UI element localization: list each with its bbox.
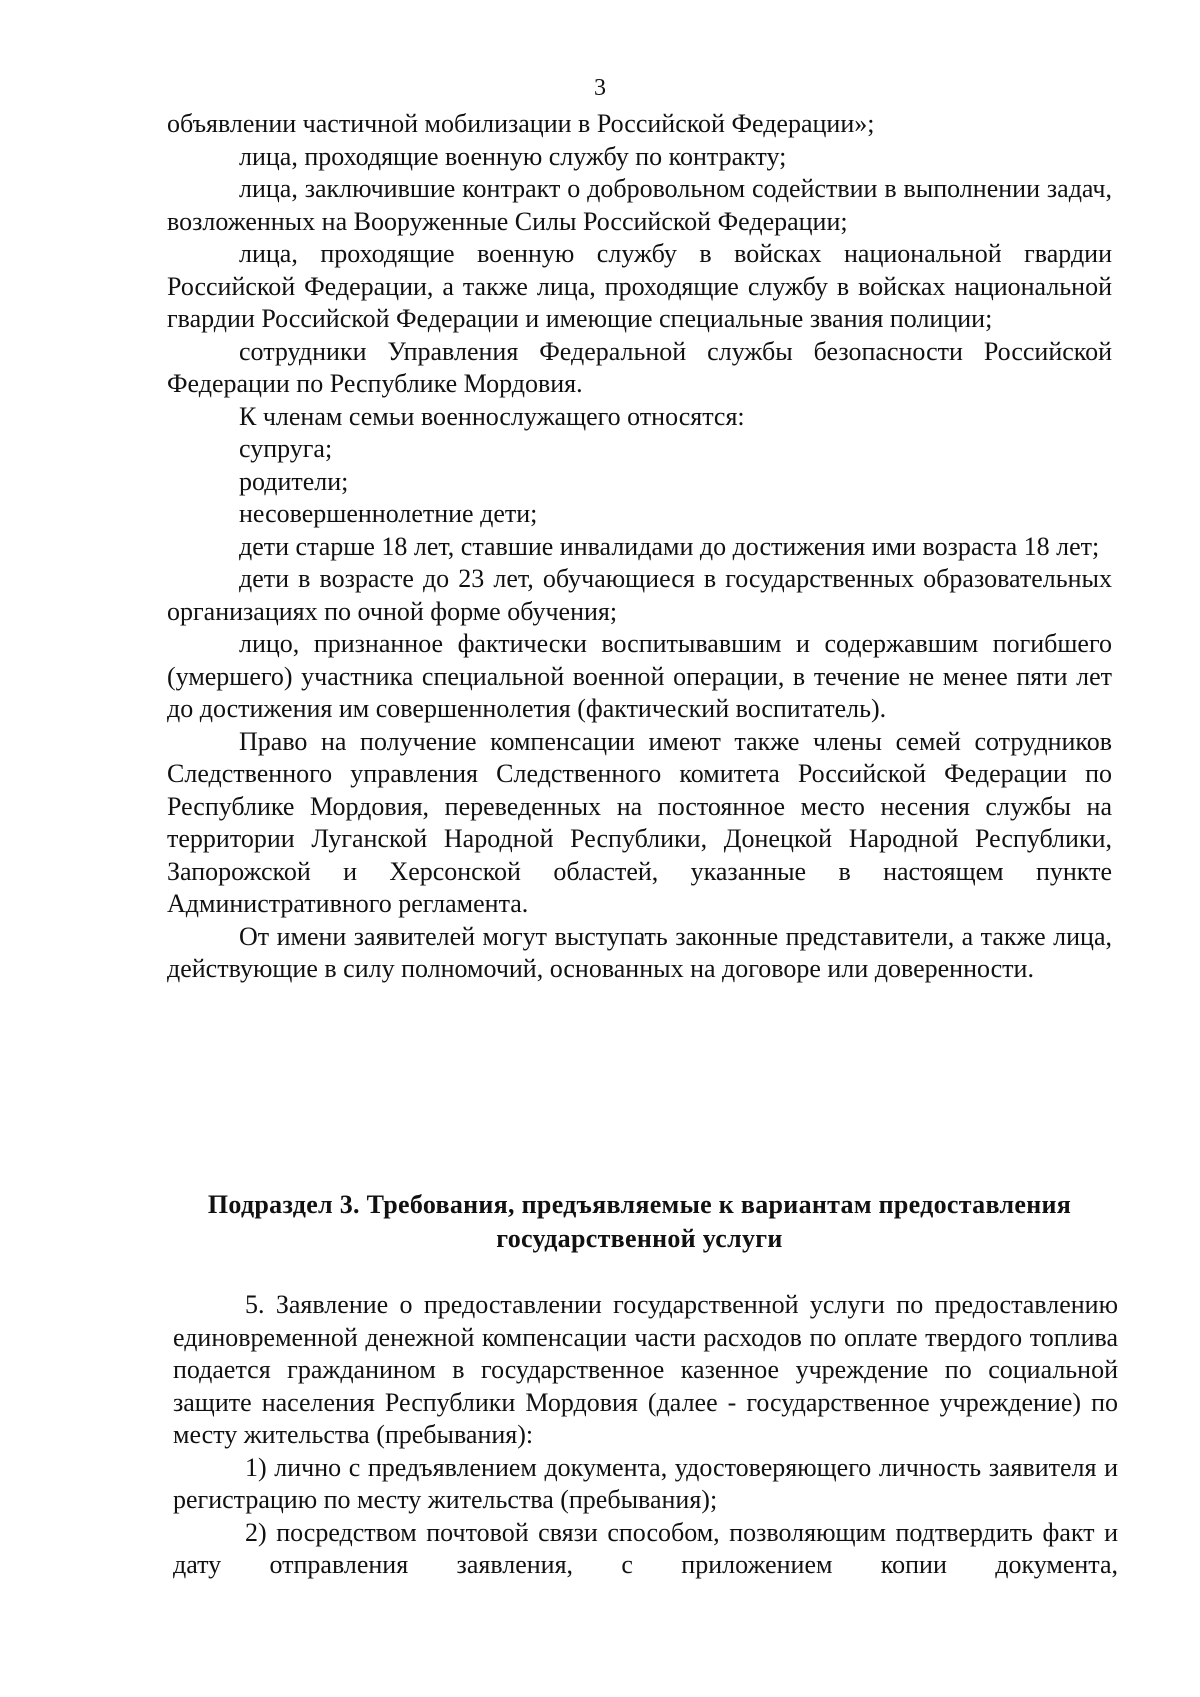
paragraph: Право на получение компенсации имеют также члены семей сотрудников Следственного управления Следственного комитета Российской Федерации по Республике Мордовия, переведенных на постоянное место несения службы на территории Луганской Народной Республики, Донецкой Народной Республики, Запорожской и Херсонской областей, указанные в настоящем пункте Административного регламента. [167, 726, 1112, 918]
paragraph: лица, проходящие военную службу в войсках национальной гвардии Российской Федерации, а также лица, проходящие службу в войсках национальной гвардии Российской Федерации и имеющие специальные звания полиции; [167, 239, 1112, 333]
subsection-heading [167, 1188, 1112, 1256]
paragraph: К членам семьи военнослужащего относятся: [239, 401, 745, 431]
list-item: родители; [239, 466, 349, 496]
list-item: дети старше 18 лет, ставшие инвалидами до достижения ими возраста 18 лет; [239, 531, 1100, 561]
paragraph: объявлении частичной мобилизации в Российской Федерации»; [167, 109, 875, 138]
subsection-heading-line-2: государственной услуги [496, 1224, 783, 1253]
paragraph: лица, проходящие военную службу по контракту; [239, 141, 787, 171]
list-item: 2) посредством почтовой связи способом, позволяющим подтвердить факт и дату отправления заявления, с приложением копии документа, [173, 1517, 1118, 1579]
list-item: несовершеннолетние дети; [239, 499, 538, 528]
page-number: 3 [594, 75, 606, 101]
list-item: 1) лично с предъявлением документа, удостоверяющего личность заявителя и регистрацию по месту жительства (пребывания); [173, 1452, 1118, 1514]
section-text-application [173, 1289, 1118, 1582]
list-item: супруга; [239, 434, 333, 463]
section-text-persons [167, 108, 1112, 986]
subsection-heading-line-1: Подраздел 3. Требования, предъявляемые к вариантам предоставления [207, 1190, 1072, 1219]
paragraph: От имени заявителей могут выступать законные представители, а также лица, действующие в силу полномочий, основанных на договоре или доверенности. [167, 921, 1112, 983]
list-item: лицо, признанное фактически воспитывавшим и содержавшим погибшего (умершего) участника специальной военной операции, в течение не менее пяти лет до достижения им совершеннолетия (фактический воспитатель). [167, 629, 1112, 723]
paragraph: 5. Заявление о предоставлении государственной услуги по предоставлению единовременной денежной компенсации части расходов по оплате твердого топлива подается гражданином в государственное казенное учреждение по социальной защите населения Республики Мордовия (далее - государственное учреждение) по месту жительства (пребывания): [173, 1290, 1118, 1449]
list-item: дети в возрасте до 23 лет, обучающиеся в государственных образовательных организациях по очной форме обучения; [167, 564, 1112, 626]
paragraph: сотрудники Управления Федеральной службы безопасности Российской Федерации по Республике Мордовия. [167, 336, 1112, 398]
paragraph: лица, заключившие контракт о добровольном содействии в выполнении задач, возложенных на Вооруженные Силы Российской Федерации; [167, 174, 1112, 236]
